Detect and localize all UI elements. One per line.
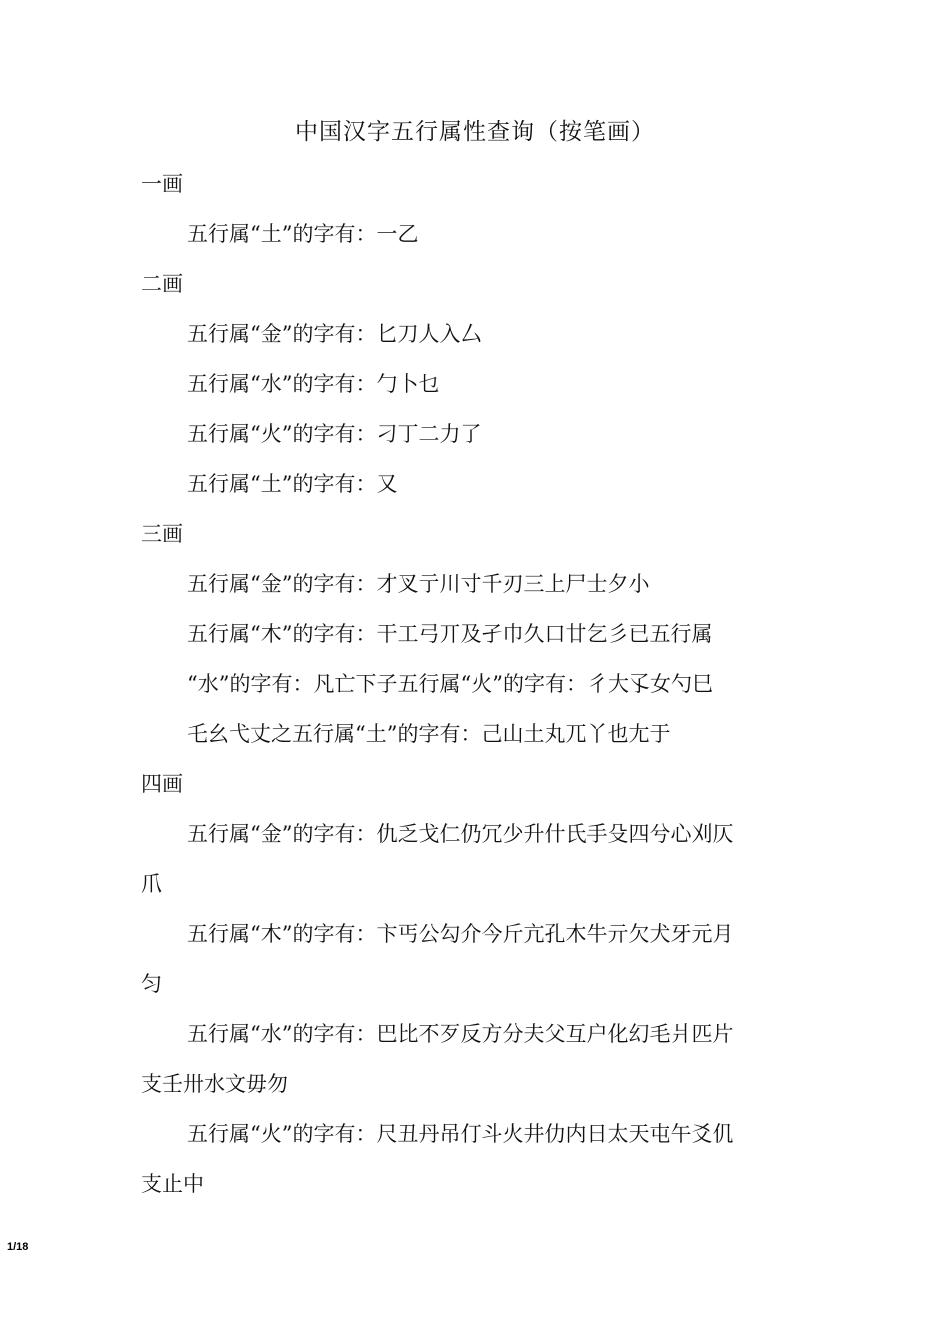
section-2-line: 五行属“金”的字有：匕刀人入厶 [187,322,482,346]
section-4-line-continuation: 支止中 [141,1172,204,1196]
section-4-line: 五行属“火”的字有：尺丑丹吊仃斗火井仂内日太天屯午爻仉 [187,1122,734,1146]
section-2-line: 五行属“火”的字有：刁丁二力了 [187,422,482,446]
section-heading-3-strokes: 三画 [141,522,183,546]
document-title: 中国汉字五行属性查询（按笔画） [295,119,655,145]
section-3-line: 五行属“金”的字有：才叉亍川寸千刃三上尸士夕小 [187,572,650,596]
section-heading-1-stroke: 一画 [141,172,183,196]
section-heading-4-strokes: 四画 [141,772,183,796]
section-4-line-continuation: 支壬卅水文毋勿 [141,1072,288,1096]
section-heading-2-strokes: 二画 [141,272,183,296]
section-4-line-continuation: 匀 [141,972,162,996]
section-4-line: 五行属“木”的字有：卞丐公勾介今斤亢孔木牛亓欠犬牙元月 [187,922,734,946]
section-3-line: 乇幺弋丈之五行属“土”的字有：己山土丸兀丫也尢于 [187,722,671,746]
section-1-line: 五行属“土”的字有：一乙 [187,222,419,246]
section-3-line: “水”的字有：凡亡下子五行属“火”的字有：彳大孓女勺巳 [187,672,713,696]
document-body [141,168,801,1218]
page-number: 1/18 [7,1241,29,1253]
section-2-line: 五行属“水”的字有：勹卜乜 [187,372,440,396]
section-2-line: 五行属“土”的字有：又 [187,472,398,496]
section-4-line: 五行属“金”的字有：仇乏戈仁仍冗少升什氏手殳四兮心刈仄 [187,822,734,846]
section-4-line: 五行属“水”的字有：巴比不歹反方分夫父互户化幻毛爿匹片 [187,1022,734,1046]
section-3-line: 五行属“木”的字有：干工弓丌及孑巾久口廿乞彡已五行属 [187,622,713,646]
section-4-line-continuation: 爪 [141,872,162,896]
